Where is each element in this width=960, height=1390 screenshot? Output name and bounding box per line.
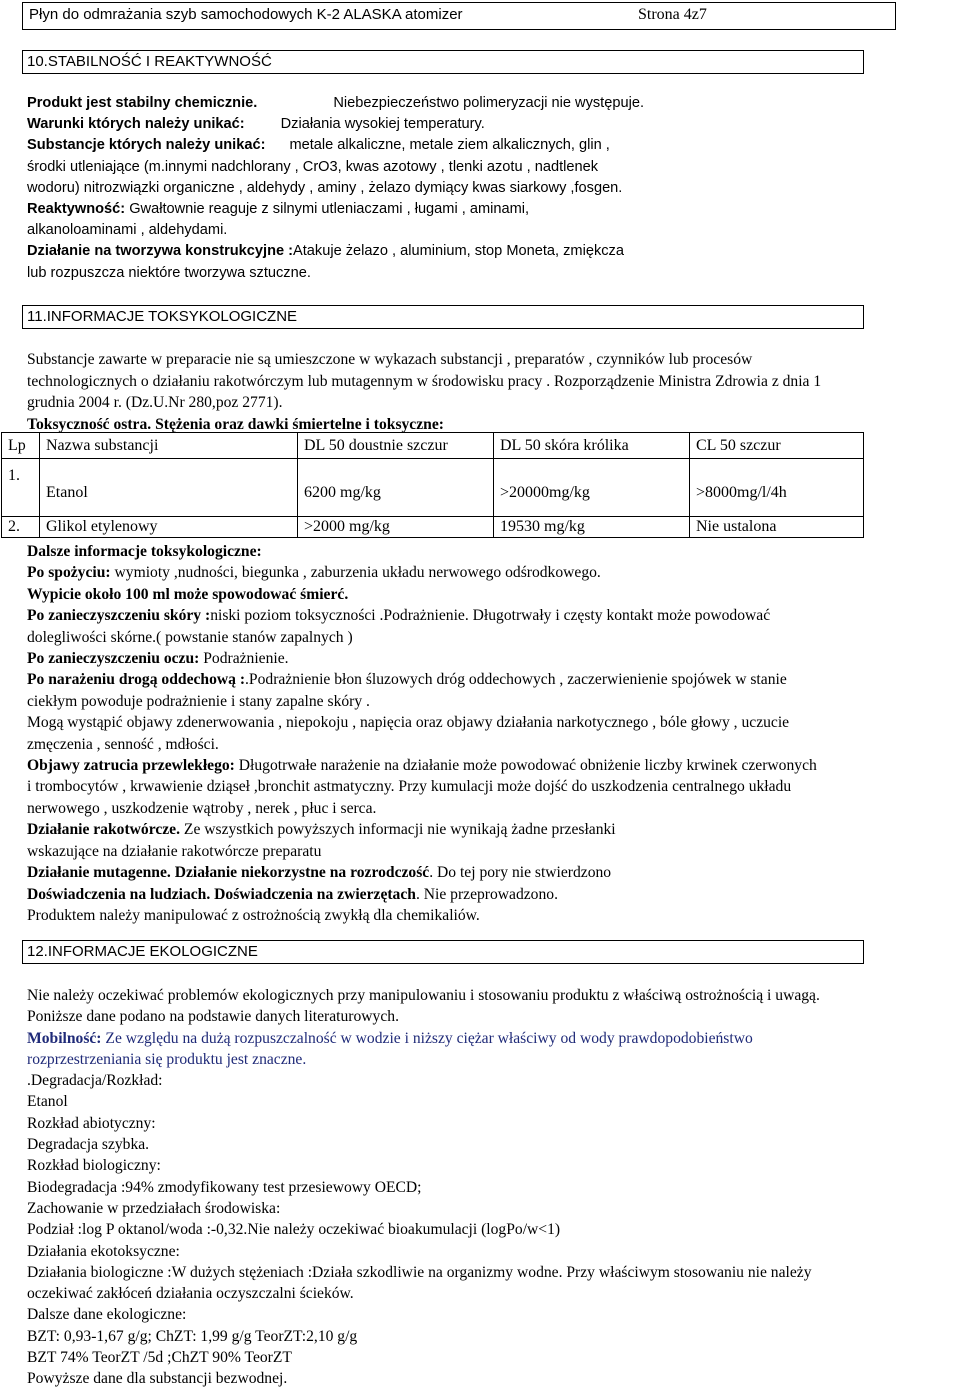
inhalation-line-2: ciekłym powoduje podrażnienie i stany zapalne skóry . [27, 692, 370, 710]
ecology-item: Powyższe dane dla substancji bezwodnej. [27, 1370, 288, 1388]
skin-value: niski poziom toksyczności .Podrażnienie. Długotrwały i częsty kontakt może powodować [210, 607, 771, 625]
table-header-cell: Nazwa substancji [40, 433, 298, 459]
materials-label: Działanie na tworzywa konstrukcyjne : [27, 243, 294, 260]
chronic-label: Objawy zatrucia przewlekłego: [27, 757, 235, 775]
ecology-item: BZT: 0,93-1,67 g/g; ChZT: 1,99 g/g TeorZT:2,10 g/g [27, 1327, 358, 1345]
materials-line-2: lub rozpuszcza niektóre tworzywa sztuczne. [27, 264, 311, 281]
ecology-item: oczekiwać zakłóceń działania oczyszczalni ścieków. [27, 1285, 354, 1303]
table-cell: 1. [2, 459, 40, 517]
handling-note: Produktem należy manipulować z ostrożnością zwykłą dla chemikaliów. [27, 906, 480, 924]
stability-value: Niebezpieczeństwo polimeryzacji nie występuje. [333, 95, 644, 111]
table-cell: >8000mg/l/4h [690, 459, 864, 517]
section-10-body [27, 93, 957, 284]
section-10-heading: 10.STABILNOŚĆ I REAKTYWNOŚĆ [27, 53, 272, 70]
table-cell: 19530 mg/kg [494, 517, 690, 538]
table-cell: Glikol etylenowy [40, 517, 298, 538]
acute-toxicity-label: Toksyczność ostra [27, 415, 148, 433]
carcinogenic-value: Ze wszystkich powyższych informacji nie wynikają żadne przesłanki [180, 821, 616, 839]
page-number: Strona 4z7 [638, 6, 707, 23]
intro-line-1: Substancje zawarte w preparacie nie są umieszczone w wykazach substancji , preparatów , czynników lub procesów [27, 351, 753, 368]
skin-label: Po zanieczyszczeniu skóry : [27, 607, 211, 625]
carcinogenic-label: Działanie rakotwórcze. [27, 821, 181, 839]
experiments-label: Doświadczenia na ludziach. Doświadczenia na zwierzętach [27, 885, 416, 903]
table-row [2, 459, 864, 517]
table-cell: 2. [2, 517, 40, 538]
stability-label: Produkt jest stabilny chemicznie. [27, 95, 258, 111]
chronic-line-2: i trombocytów , krwawienie dziąseł ,bronchit astmatyczny. Przy kumulacji może dojść do uszkodzenia centralnego układu [27, 778, 792, 796]
ecology-item: Działania ekotoksyczne: [27, 1242, 180, 1260]
reactivity-label: Reaktywność: [27, 201, 126, 218]
table-row [2, 517, 864, 538]
ecology-item: Degradacja szybka. [27, 1136, 150, 1154]
table-cell: Etanol [40, 459, 298, 517]
ecology-item: Działania biologiczne :W dużych stężeniach :Działa szkodliwie na organizmy wodne. Przy właściwym stosowaniu nie należy [27, 1263, 812, 1281]
table-header-cell: DL 50 doustnie szczur [298, 433, 494, 459]
chronic-value: Długotrwałe narażenie na działanie może powodować obniżenie liczby krwinek czerwonych [234, 757, 817, 775]
skin-line-2: dolegliwości skórne.( powstanie stanów zapalnych ) [27, 628, 353, 646]
mutagenic-value: . Do tej pory nie stwierdzono [429, 864, 612, 882]
section-12-heading: 12.INFORMACJE EKOLOGICZNE [27, 943, 258, 960]
mutagenic-label: Działanie mutagenne. Działanie niekorzystne na rozrodczość [27, 864, 430, 882]
reactivity-value: Gwałtownie reaguje z silnymi utleniaczami , ługami , aminami, [125, 201, 530, 218]
table-header-cell: DL 50 skóra królika [494, 433, 690, 459]
inhalation-line-3: Mogą wystąpić objawy zdenerwowania , niepokoju , napięcia oraz objawy działania narkotycznego , bóle głowy , uczucie [27, 714, 790, 732]
ecology-item: BZT 74% TeorZT /5d ;ChZT 90% TeorZT [27, 1349, 292, 1367]
mobility-value: Ze względu na dużą rozpuszczalność w wodzie i niższy ciężar właściwy od wody prawdopodobieństwo [101, 1029, 753, 1047]
acute-toxicity-subtitle: . Stężenia oraz dawki śmiertelne i toksyczne: [147, 415, 444, 433]
avoid-substances-value: metale alkaliczne, metale ziem alkalicznych, glin , [289, 137, 610, 154]
reactivity-line-2: alkanoloaminami , aldehydami. [27, 222, 228, 239]
inhalation-value: .Podrażnienie błon śluzowych dróg oddechowych , zaczerwienienie spojówek w stanie [245, 671, 787, 689]
table-header-cell: CL 50 szczur [690, 433, 864, 459]
ingestion-value: wymioty ,nudności, biegunka , zaburzenia układu nerwowego odśrodkowego. [110, 564, 601, 582]
table-cell: >20000mg/kg [494, 459, 690, 517]
ecology-item: Rozkład abiotyczny: [27, 1114, 156, 1132]
ecology-item: Etanol [27, 1093, 68, 1111]
chronic-line-3: nerwowego , uszkodzenie wątroby , nerek , płuc i serca. [27, 799, 377, 817]
avoid-substances-label: Substancje których należy unikać: [27, 137, 266, 154]
toxicology-details [27, 541, 957, 926]
eye-value: Podrażnienie. [199, 650, 289, 668]
table-header-cell: Lp [2, 433, 40, 459]
toxicology-intro [27, 349, 957, 435]
ecology-item: Dalsze dane ekologiczne: [27, 1306, 187, 1324]
document-title: Płyn do odmrażania szyb samochodowych K-2 ALASKA atomizer [29, 6, 463, 23]
further-info-heading: Dalsze informacje toksykologiczne: [27, 543, 262, 560]
intro-line-2: technologicznych o działaniu rakotwórczym lub mutagennym w środowisku pracy . Rozporządzenie Ministra Zdrowia z dnia 1 [27, 372, 822, 390]
experiments-value: . Nie przeprowadzono. [415, 885, 558, 903]
ecology-item: .Degradacja/Rozkład: [27, 1072, 163, 1090]
ecology-item: Zachowanie w przedziałach środowiska: [27, 1199, 281, 1217]
table-cell: >2000 mg/kg [298, 517, 494, 538]
avoid-conditions-label: Warunki których należy unikać: [27, 116, 245, 133]
intro-line-3: grudnia 2004 r. (Dz.U.Nr 280,poz 2771). [27, 394, 283, 411]
toxicity-table [1, 432, 864, 538]
lethal-dose-warning: Wypicie około 100 ml może spowodować śmierć. [27, 585, 349, 603]
table-cell: 6200 mg/kg [298, 459, 494, 517]
avoid-substances-line-2: środki utleniające (m.innymi nadchlorany , CrO3, kwas azotowy , tlenki azotu , nadtlenek [27, 158, 599, 175]
section-11-heading: 11.INFORMACJE TOKSYKOLOGICZNE [27, 308, 298, 325]
table-cell: Nie ustalona [690, 517, 864, 538]
mobility-line-2: rozprzestrzeniania się produktu jest znaczne. [27, 1050, 307, 1068]
ecology-line-2: Poniższe dane podano na podstawie danych literaturowych. [27, 1008, 399, 1026]
table-header-row [2, 433, 864, 459]
inhalation-line-4: zmęczenia , senność , mdłości. [27, 735, 219, 753]
eye-label: Po zanieczyszczeniu oczu: [27, 650, 200, 668]
ecology-item: Podział :log P oktanol/woda :-0,32.Nie należy oczekiwać bioakumulacji (logPo/w<1) [27, 1221, 561, 1239]
ecology-item: Biodegradacja :94% zmodyfikowany test przesiewowy OECD; [27, 1178, 422, 1196]
avoid-conditions-value: Działania wysokiej temperatury. [280, 116, 485, 133]
mobility-label: Mobilność: [27, 1029, 102, 1047]
ingestion-label: Po spożyciu: [27, 564, 111, 582]
materials-value: Atakuje żelazo , aluminium, stop Moneta, zmiękcza [293, 243, 624, 260]
ecology-body [27, 985, 957, 1390]
avoid-substances-line-3: wodoru) nitrozwiązki organiczne , aldehydy , aminy , żelazo dymiący kwas siarkowy ,fosgen. [27, 179, 623, 196]
ecology-item: Rozkład biologiczny: [27, 1157, 161, 1175]
carcinogenic-line-2: wskazujące na działanie rakotwórcze preparatu [27, 842, 322, 860]
inhalation-label: Po narażeniu drogą oddechową : [27, 671, 246, 689]
ecology-line-1: Nie należy oczekiwać problemów ekologicznych przy manipulowaniu i stosowaniu produktu z właściwą ostrożnością i uwagą. [27, 987, 820, 1004]
